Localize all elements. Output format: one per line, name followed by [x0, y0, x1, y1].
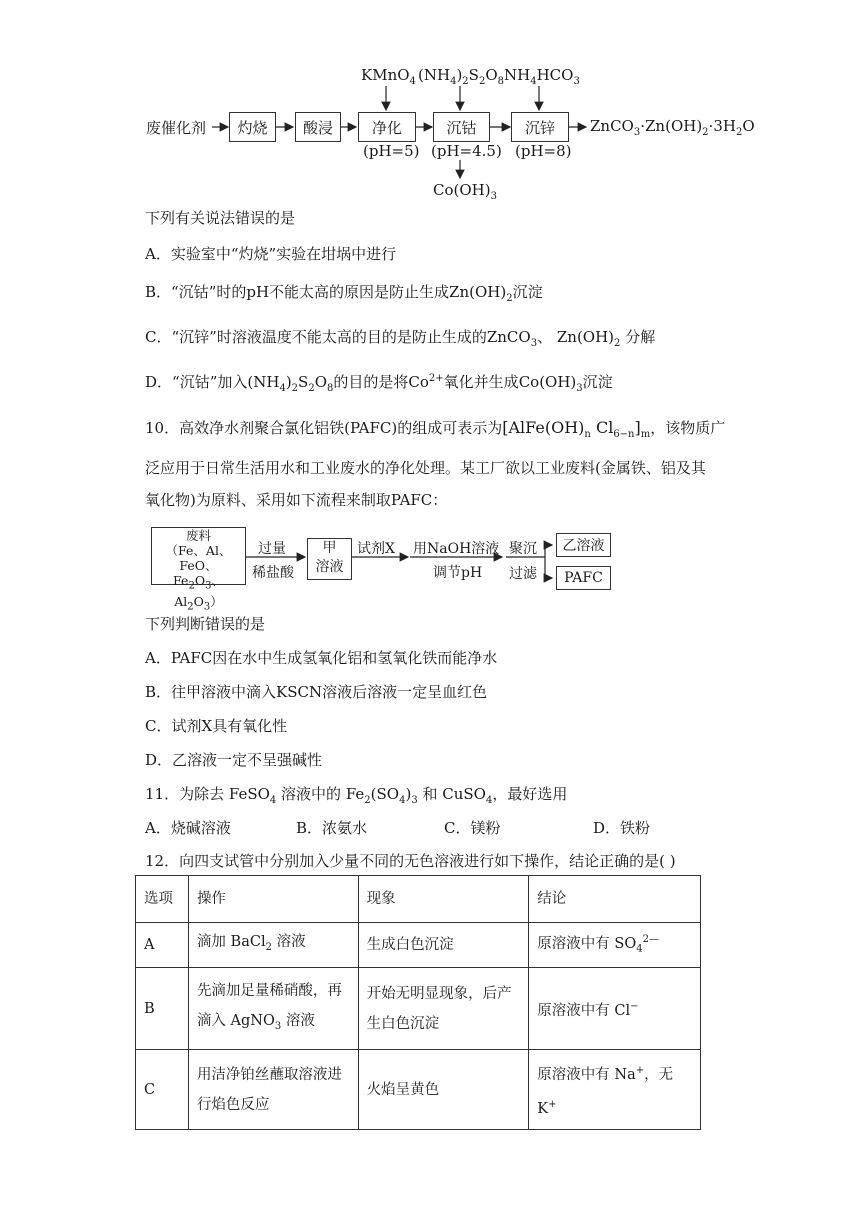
q12-row-a-conclusion: 原溶液中有 $SO_4^{2—}$ [529, 923, 701, 968]
q9-option-d [145, 371, 613, 394]
q10-line1-text: 10．高效净水剂聚合氯化铝铁(PAFC)的组成可表示为 [145, 419, 503, 437]
flow1-box-zinc [511, 112, 569, 142]
q12-stem: 12．向四支试管中分别加入少量不同的无色溶液进行如下操作，结论正确的是( ) [145, 852, 676, 870]
flow1-reagent-kmno4: KMnO$_4$ [361, 66, 416, 87]
q12-row-c-operation: 用洁净铂丝蘸取溶液进 行焰色反应 [188, 1050, 358, 1130]
flow1-box-cobalt-label: 沉钴 [446, 118, 477, 137]
flow2-arrow3-bottom: 调节pH [433, 565, 483, 581]
table-row [136, 1050, 701, 1130]
flow2-arrow4-top: 聚沉 [509, 541, 537, 557]
q9-option-b [145, 281, 543, 304]
flow1-box-acid [295, 112, 341, 142]
flowchart-1-arrows [0, 0, 860, 210]
q9-option-c-text: C．“沉锌”时溶液温度不能太高的目的是防止生成的 [145, 328, 487, 346]
flow2-box-solution-b-label: 乙溶液 [562, 538, 605, 554]
q9-option-c-formula1: ZnCO$_3$ [486, 328, 538, 349]
q12-row-b-conclusion: 原溶液中有 Cl− [529, 968, 701, 1050]
q12-table-header [136, 876, 701, 923]
q10-option-d: D．乙溶液一定不呈强碱性 [145, 751, 323, 769]
q11-option-b: B．浓氨水 [296, 819, 368, 837]
flow1-byproduct: $Co(OH)_3$ [433, 181, 497, 202]
q11-option-d: D．铁粉 [593, 819, 651, 837]
table-row [136, 968, 701, 1050]
flow2-waste-title: 废料 [185, 528, 211, 543]
flow2-box-solution-b [556, 533, 611, 557]
flow2-arrow1-bottom: 稀盐酸 [252, 565, 294, 581]
q12-table [135, 875, 701, 1130]
q10-line2: 泛应用于日常生活用水和工业废水的净化处理。某工厂欲以工业废料(金属铁、铝及其 [145, 459, 706, 477]
q10-option-a: A．PAFC因在水中生成氢氧化铝和氢氧化铁而能净水 [145, 649, 498, 667]
flow2-box-solution-a-line1: 甲 [322, 540, 337, 556]
flow2-box-pafc [556, 566, 611, 590]
q10-line3: 氧化物)为原料、采用如下流程来制取PAFC： [145, 491, 448, 509]
q11-option-a: A．烧碱溶液 [145, 819, 231, 837]
q9-option-d-mid: 的目的是将 [333, 373, 409, 391]
flow2-arrow4-bottom: 过滤 [509, 566, 537, 582]
flow1-box-roast-label: 灼烧 [237, 118, 268, 137]
q12-row-b-operation: 先滴加足量稀硝酸，再 滴入 AgNO$_3$ 溶液 [188, 968, 358, 1050]
table-row [136, 923, 701, 968]
q9-option-b-text: B．“沉钴”时的pH不能太高的原因是防止生成 [145, 283, 450, 301]
q12-row-a-operation: 滴加 BaCl$_2$ 溶液 [188, 923, 358, 968]
q12-row-b-phenomenon: 开始无明显现象，后产 生白色沉淀 [358, 968, 529, 1050]
flow1-ph-purify: (pH=5) [363, 142, 420, 160]
q9-option-d-mid2: 氧化并生成 [443, 373, 519, 391]
flow1-box-purify [358, 112, 416, 142]
q12-header-phenomenon: 现象 [358, 876, 529, 923]
q12-header-conclusion: 结论 [529, 876, 701, 923]
flow1-start: 废催化剂 [146, 119, 207, 137]
q9-option-c-sep: 、 [537, 328, 553, 346]
q10-line1-end: ，该物质广 [650, 419, 726, 437]
flow1-product: $ZnCO_3\cdot Zn(OH)_2\cdot 3H_2O$ [590, 117, 755, 138]
flow1-ph-cobalt: (pH=4.5) [431, 142, 502, 160]
q9-option-d-end: 沉淀 [582, 373, 613, 391]
q12-row-c-option: C [136, 1050, 189, 1130]
flow2-arrow2-label: 试剂X [357, 541, 395, 557]
q9-option-d-formula2: $Co^{2+}$ [408, 373, 444, 391]
q10-option-b: B．往甲溶液中滴入KSCN溶液后溶液一定呈血红色 [145, 683, 488, 701]
q9-option-c-end: 分解 [625, 328, 656, 346]
q9-stem: 下列有关说法错误的是 [145, 209, 296, 227]
flow2-box-waste [151, 527, 246, 612]
flow1-box-zinc-label: 沉锌 [524, 118, 555, 137]
flow1-reagent-nh4hco3: $NH_4HCO_3$ [504, 66, 580, 87]
q12-row-c-phenomenon: 火焰呈黄色 [358, 1050, 529, 1130]
q9-option-b-formula: $Zn(OH)_2$ [449, 283, 513, 304]
flow2-waste-line1: （Fe、Al、FeO、 [165, 543, 232, 573]
flow2-arrow1-top: 过量 [258, 541, 286, 557]
q9-option-d-text: D．“沉钴”加入 [145, 373, 248, 391]
q12-row-b-option: B [136, 968, 189, 1050]
flowchart-2-arrows [0, 520, 860, 600]
flow1-ph-zinc: (pH=8) [515, 142, 572, 160]
flow2-arrow3-top: 用NaOH溶液 [413, 541, 500, 557]
flow2-waste-line2: $Fe_2O_3$、$Al_2O_3$） [173, 573, 224, 612]
q12-row-a-option: A [136, 923, 189, 968]
q10-stem: 下列判断错误的是 [145, 615, 266, 633]
q12-row-c-conclusion: 原溶液中有 Na+，无 K+ [529, 1050, 701, 1130]
q12-header-option: 选项 [136, 876, 189, 923]
q10-formula: [$AlFe(OH)_n$ $Cl_{6-n}]_m$ [502, 418, 651, 441]
q9-option-c-formula2: $Zn(OH)_2$ [556, 328, 621, 349]
q11-option-c: C．镁粉 [444, 819, 501, 837]
q9-option-c [145, 326, 655, 349]
flow1-box-purify-label: 净化 [371, 118, 402, 137]
q10-line1 [145, 417, 725, 440]
flow2-box-solution-a [307, 538, 352, 580]
flow2-box-solution-a-line2: 溶液 [315, 559, 344, 575]
flow1-box-roast [229, 112, 276, 142]
q10-option-c: C．试剂X具有氧化性 [145, 717, 288, 735]
q9-option-a: A．实验室中“灼烧”实验在坩埚中进行 [145, 245, 397, 263]
flow2-box-pafc-label: PAFC [564, 570, 603, 586]
flow1-reagent-persulfate: $(NH_4)_2S_2O_8$ [418, 66, 505, 87]
q9-option-d-formula3: $Co(OH)_3$ [518, 373, 583, 394]
q11-stem: 11．为除去 FeSO$_4$ 溶液中的 $Fe_2(SO_4)_3$ 和 CuSO$_4$，最好选用 [145, 785, 568, 806]
flow1-box-acid-label: 酸浸 [302, 118, 333, 137]
q12-header-operation: 操作 [188, 876, 358, 923]
q12-row-a-phenomenon: 生成白色沉淀 [358, 923, 529, 968]
q9-option-d-formula1: $(NH_4)_2S_2O_8$ [247, 373, 334, 394]
flow1-box-cobalt [433, 112, 490, 142]
q9-option-b-end: 沉淀 [512, 283, 543, 301]
